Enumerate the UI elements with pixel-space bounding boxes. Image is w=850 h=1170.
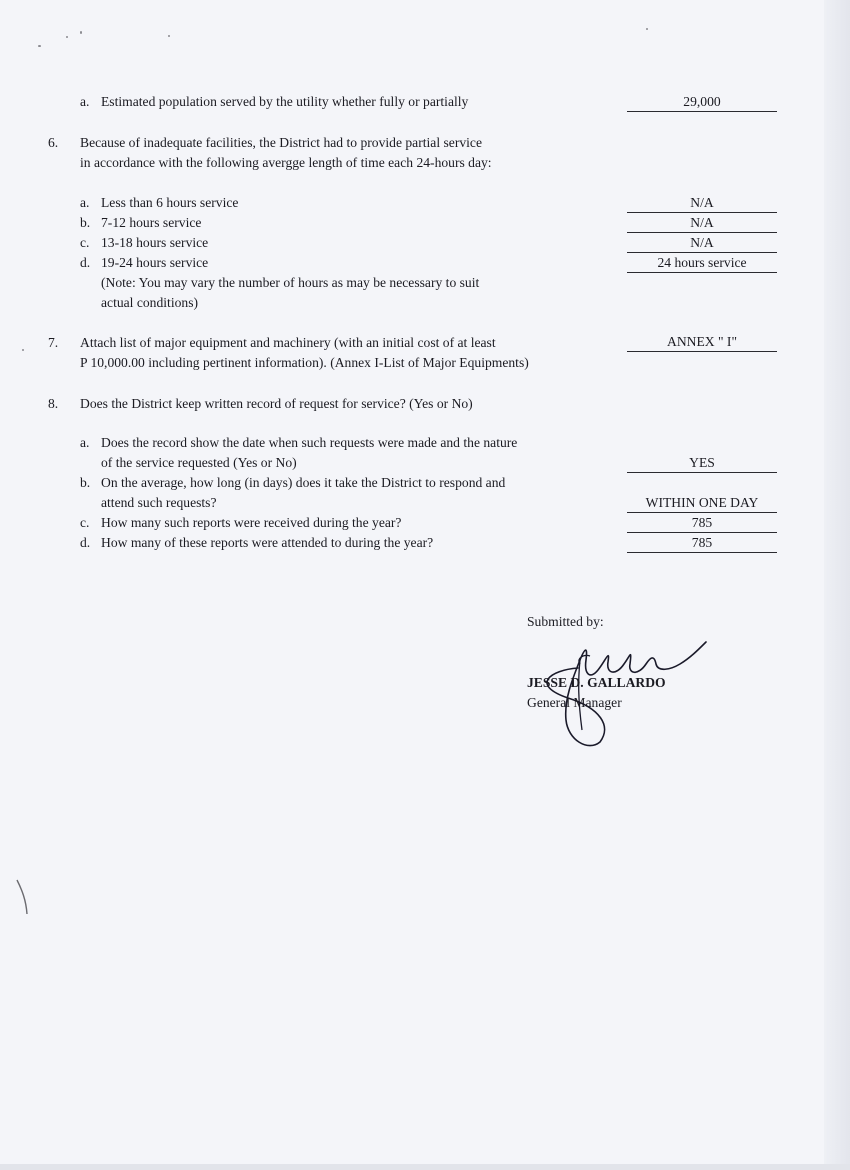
item-8c-label: c. (80, 515, 90, 530)
item-5a-answer: 29,000 (627, 92, 777, 112)
item-5a-label: a. (80, 94, 90, 109)
scan-speck (80, 31, 82, 34)
item-6b-answer: N/A (627, 213, 777, 233)
item-8c-text: How many such reports were received during the year? (101, 515, 402, 530)
item-6d-note-line-2: actual conditions) (101, 295, 199, 310)
scan-speck (168, 35, 170, 37)
item-7-number: 7. (48, 335, 59, 350)
page-edge-shadow (824, 0, 850, 1170)
item-8a-label: a. (80, 435, 90, 450)
item-8b-label: b. (80, 475, 91, 490)
item-6c-text: 13-18 hours service (101, 235, 209, 250)
item-8-line-1: Does the District keep written record of request for service? (Yes or No) (80, 396, 473, 411)
submitted-by-label: Submitted by: (527, 614, 604, 629)
item-6b-text: 7-12 hours service (101, 215, 202, 230)
item-6b-label: b. (80, 215, 91, 230)
item-6-line-2: in accordance with the following avergge length of time each 24-hours day: (80, 155, 492, 170)
item-6d-answer: 24 hours service (627, 253, 777, 273)
signatory-title: General Manager (527, 695, 622, 710)
item-8d-answer: 785 (627, 533, 777, 553)
item-6c-answer: N/A (627, 233, 777, 253)
scan-mark (14, 878, 34, 918)
page-bottom-edge (0, 1164, 850, 1170)
item-6a-label: a. (80, 195, 90, 210)
item-8d-label: d. (80, 535, 91, 550)
item-7-line-1: Attach list of major equipment and machinery (with an initial cost of at least (80, 335, 496, 350)
scan-speck (38, 45, 41, 47)
item-8a-answer: YES (627, 453, 777, 473)
item-8b-line-1: On the average, how long (in days) does it take the District to respond and (101, 475, 506, 490)
scan-speck (66, 36, 68, 38)
item-8-number: 8. (48, 396, 59, 411)
item-7-line-2: P 10,000.00 including pertinent information). (Annex I-List of Major Equipments) (80, 355, 529, 370)
item-8c-answer: 785 (627, 513, 777, 533)
item-6a-answer: N/A (627, 193, 777, 213)
item-5a-text: Estimated population served by the utility whether fully or partially (101, 94, 469, 109)
item-6-number: 6. (48, 135, 59, 150)
item-8b-line-2: attend such requests? (101, 495, 217, 510)
item-8d-text: How many of these reports were attended to during the year? (101, 535, 434, 550)
item-6d-text: 19-24 hours service (101, 255, 209, 270)
signatory-name: JESSE D. GALLARDO (527, 675, 666, 690)
item-6-line-1: Because of inadequate facilities, the District had to provide partial service (80, 135, 482, 150)
scan-speck (22, 349, 24, 351)
item-8a-line-2: of the service requested (Yes or No) (101, 455, 297, 470)
item-6d-label: d. (80, 255, 91, 270)
item-8b-answer: WITHIN ONE DAY (627, 493, 777, 513)
item-7-answer: ANNEX " I" (627, 332, 777, 352)
item-6c-label: c. (80, 235, 90, 250)
item-6a-text: Less than 6 hours service (101, 195, 239, 210)
item-6d-note-line-1: (Note: You may vary the number of hours as may be necessary to suit (101, 275, 480, 290)
scan-speck (646, 28, 648, 30)
item-8a-line-1: Does the record show the date when such requests were made and the nature (101, 435, 518, 450)
